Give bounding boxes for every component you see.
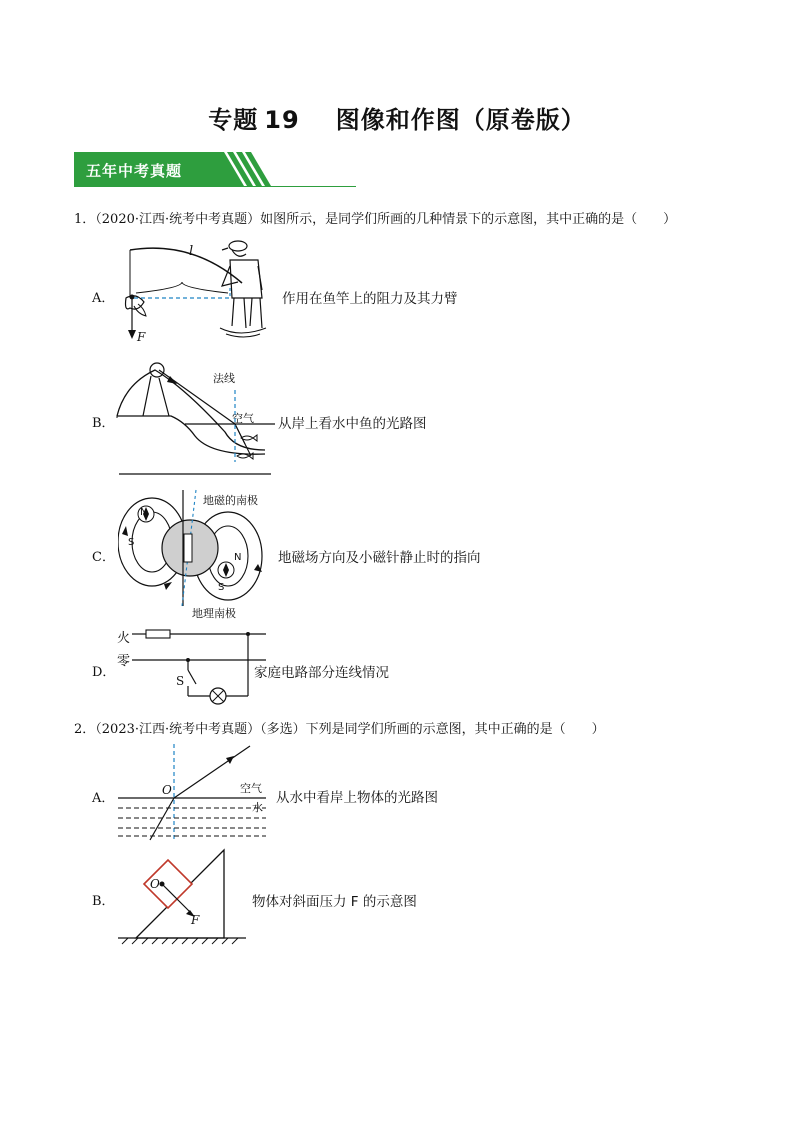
q1-d-label-switch: S <box>176 674 185 688</box>
question-2 <box>74 718 605 737</box>
q1-a-label-l: l <box>189 244 194 259</box>
q2-b-label-o: O <box>150 877 160 891</box>
q2-a-label-water: 水 <box>252 801 263 814</box>
q1-option-a-letter[interactable]: A． <box>92 291 115 306</box>
q2-b-label-f: F <box>191 913 200 927</box>
q2-option-b-caption: 物体对斜面压力 F 的示意图 <box>252 894 417 910</box>
circuit-figure <box>130 626 270 710</box>
q1-option-c-letter[interactable]: C． <box>92 550 115 565</box>
q1-c-label-s1: S <box>128 537 135 548</box>
q2-option-b-letter[interactable]: B． <box>92 894 115 909</box>
q1-c-label-s2: S <box>218 582 225 593</box>
q1-d-label-live: 火 <box>117 631 131 646</box>
question-2-text: （多选）下列是同学们所画的示意图，其中正确的是（ ） <box>260 722 605 737</box>
title-sub: 图像和作图（原卷版） <box>335 106 586 134</box>
q1-b-label-air: 空气 <box>232 412 254 425</box>
q1-option-d-letter[interactable]: D． <box>92 665 116 680</box>
q2-option-a-letter[interactable]: A． <box>92 791 115 806</box>
q1-c-label-n2: N <box>234 552 242 563</box>
question-2-source: （2023·江西·统考中考真题） <box>95 722 261 737</box>
question-1-source: （2020·江西·统考中考真题） <box>95 212 261 227</box>
question-1-text: 如图所示，是同学们所画的几种情景下的示意图，其中正确的是（ ） <box>260 212 677 227</box>
q2-a-label-air: 空气 <box>240 782 262 795</box>
title-main: 专题 <box>208 106 259 134</box>
question-2-number: 2． <box>74 722 96 737</box>
title-number: 19 <box>264 106 300 134</box>
q1-a-label-f: F <box>137 330 146 344</box>
q1-option-b-letter[interactable]: B． <box>92 416 115 431</box>
incline-figure <box>116 846 250 946</box>
q1-option-c-caption: 地磁场方向及小磁针静止时的指向 <box>278 550 481 566</box>
q1-option-d-caption: 家庭电路部分连线情况 <box>254 665 389 681</box>
q2-option-a-caption: 从水中看岸上物体的光路图 <box>276 790 438 806</box>
q1-c-label-south-magnetic: 地磁的南极 <box>203 494 258 507</box>
question-1-number: 1． <box>74 212 96 227</box>
page-title <box>0 100 794 135</box>
q1-b-label-normal: 法线 <box>213 372 235 385</box>
q1-d-label-neutral: 零 <box>117 654 131 669</box>
question-1 <box>74 208 676 227</box>
q1-option-a-caption: 作用在鱼竿上的阻力及其力臂 <box>282 291 458 307</box>
q2-a-label-o: O <box>162 783 172 797</box>
q1-option-b-caption: 从岸上看水中鱼的光路图 <box>278 416 427 432</box>
q1-c-label-south-geographic: 地理南极 <box>192 607 236 620</box>
section-label: 五年中考真题 <box>86 162 183 180</box>
q1-c-label-n1: N <box>140 507 148 518</box>
